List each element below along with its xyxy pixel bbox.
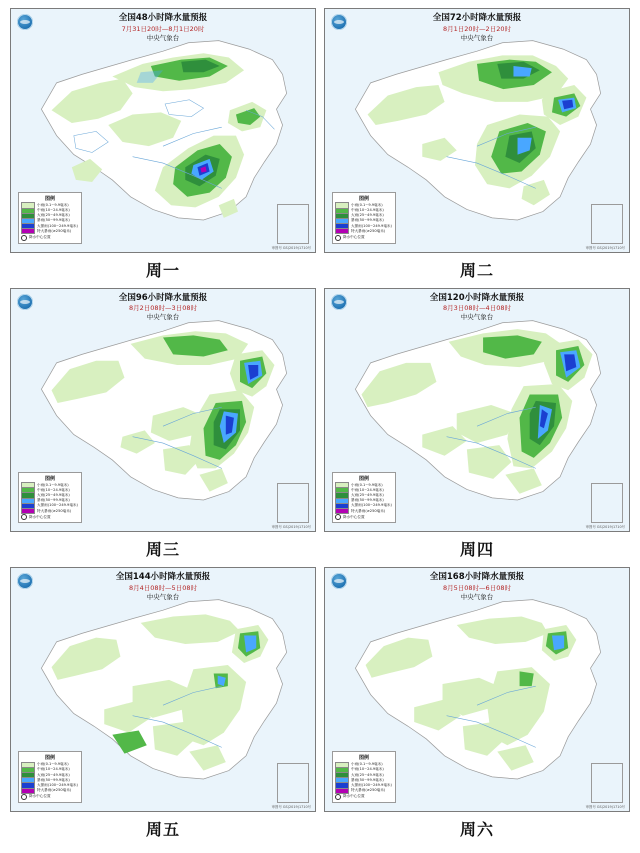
map-title: 全国96小时降水量预报 bbox=[118, 292, 208, 303]
legend-label: 暴雨(50~99.9毫米) bbox=[37, 777, 70, 782]
map-period: 8月1日20时—2日20时 bbox=[443, 24, 511, 33]
legend-label: 大雨(25~49.9毫米) bbox=[351, 492, 384, 497]
legend-swatch bbox=[335, 228, 349, 234]
legend-label: 特大暴雨(≥250毫米) bbox=[37, 788, 72, 793]
south-china-sea-inset bbox=[591, 204, 623, 244]
day-label: 周一 bbox=[145, 260, 180, 280]
legend-swatch bbox=[21, 228, 35, 234]
legend-entry bbox=[21, 788, 79, 793]
south-china-sea-inset bbox=[277, 204, 309, 244]
map-credit: 审图号 GS(2019)1710号 bbox=[271, 525, 311, 530]
legend-note bbox=[21, 514, 79, 520]
map-issuer: 中央气象台 bbox=[146, 313, 180, 322]
legend-label: 大暴雨(100~249.9毫米) bbox=[351, 223, 392, 228]
legend-label: 大暴雨(100~249.9毫米) bbox=[37, 223, 78, 228]
map-period: 8月2日08时—3日08时 bbox=[129, 304, 197, 313]
legend-label: 大暴雨(100~249.9毫米) bbox=[37, 783, 78, 787]
legend-label: 暴雨(50~99.9毫米) bbox=[37, 218, 70, 223]
legend-label: 中雨(10~24.9毫米) bbox=[351, 487, 384, 492]
map-credit: 审图号 GS(2019)1710号 bbox=[585, 804, 625, 809]
forecast-panel bbox=[10, 567, 316, 847]
map-panel-1[interactable] bbox=[10, 8, 316, 253]
cma-logo-icon bbox=[331, 14, 347, 30]
map-issuer: 中央气象台 bbox=[460, 593, 494, 602]
legend-label: 大暴雨(100~249.9毫米) bbox=[351, 783, 392, 787]
legend-box bbox=[18, 472, 82, 524]
rain-center-icon bbox=[335, 794, 341, 800]
legend-label: 大雨(25~49.9毫米) bbox=[351, 772, 384, 777]
legend-label: 中雨(10~24.9毫米) bbox=[351, 208, 384, 213]
south-china-sea-inset bbox=[277, 483, 309, 523]
legend-note bbox=[21, 794, 79, 800]
legend-label: 小雨(0.1~9.9毫米) bbox=[37, 482, 69, 487]
legend-entry bbox=[21, 509, 79, 514]
legend-note bbox=[21, 235, 79, 241]
cma-logo-icon bbox=[17, 294, 33, 310]
legend-entry bbox=[335, 229, 393, 234]
legend-swatch bbox=[21, 508, 35, 514]
legend-note bbox=[335, 794, 393, 800]
legend-swatch bbox=[21, 788, 35, 794]
legend-swatch bbox=[335, 788, 349, 794]
legend-box bbox=[18, 751, 82, 803]
legend-label: 暴雨(50~99.9毫米) bbox=[351, 218, 384, 223]
legend-label: 大雨(25~49.9毫米) bbox=[37, 492, 70, 497]
map-issuer: 中央气象台 bbox=[460, 313, 494, 322]
cma-logo-icon bbox=[331, 294, 347, 310]
south-china-sea-inset bbox=[277, 763, 309, 803]
map-issuer: 中央气象台 bbox=[146, 593, 180, 602]
map-title: 全国168小时降水量预报 bbox=[429, 572, 525, 583]
legend-label: 中雨(10~24.9毫米) bbox=[37, 487, 70, 492]
map-period: 8月4日08时—5日08时 bbox=[129, 583, 197, 592]
legend-box bbox=[332, 472, 396, 524]
legend-note-label: 降水中心位置 bbox=[343, 514, 365, 519]
map-title: 全国144小时降水量预报 bbox=[115, 572, 211, 583]
legend-note-label: 降水中心位置 bbox=[29, 794, 51, 799]
day-label: 周三 bbox=[145, 540, 180, 560]
legend-entry bbox=[335, 509, 393, 514]
legend-label: 大雨(25~49.9毫米) bbox=[351, 213, 384, 218]
legend-swatch bbox=[335, 508, 349, 514]
legend-label: 小雨(0.1~9.9毫米) bbox=[37, 762, 69, 767]
map-panel-4[interactable] bbox=[324, 288, 630, 533]
south-china-sea-inset bbox=[591, 483, 623, 523]
rain-center-icon bbox=[21, 514, 27, 520]
legend-label: 特大暴雨(≥250毫米) bbox=[351, 508, 386, 513]
map-panel-3[interactable] bbox=[10, 288, 316, 533]
legend-title: 图例 bbox=[44, 196, 55, 203]
day-label: 周四 bbox=[459, 540, 494, 560]
map-panel-6[interactable] bbox=[324, 567, 630, 812]
legend-box bbox=[18, 192, 82, 244]
map-credit: 审图号 GS(2019)1710号 bbox=[271, 245, 311, 250]
legend-note bbox=[335, 235, 393, 241]
south-china-sea-inset bbox=[591, 763, 623, 803]
legend-title: 图例 bbox=[358, 196, 369, 203]
map-panel-5[interactable] bbox=[10, 567, 316, 812]
legend-label: 特大暴雨(≥250毫米) bbox=[351, 788, 386, 793]
legend-label: 小雨(0.1~9.9毫米) bbox=[351, 202, 383, 207]
legend-label: 大暴雨(100~249.9毫米) bbox=[351, 503, 392, 508]
legend-label: 暴雨(50~99.9毫米) bbox=[351, 777, 384, 782]
legend-box bbox=[332, 751, 396, 803]
forecast-panel bbox=[10, 8, 316, 288]
legend-label: 大雨(25~49.9毫米) bbox=[37, 213, 70, 218]
legend-label: 小雨(0.1~9.9毫米) bbox=[351, 482, 383, 487]
forecast-panel bbox=[324, 8, 630, 288]
legend-label: 中雨(10~24.9毫米) bbox=[351, 767, 384, 772]
legend-entry bbox=[21, 229, 79, 234]
map-title: 全国120小时降水量预报 bbox=[429, 292, 525, 303]
map-credit: 审图号 GS(2019)1710号 bbox=[585, 525, 625, 530]
map-period: 7月31日20时—8月1日20时 bbox=[121, 24, 205, 33]
day-label: 周五 bbox=[145, 819, 180, 839]
day-label: 周六 bbox=[459, 819, 494, 839]
rain-center-icon bbox=[21, 794, 27, 800]
rain-center-icon bbox=[335, 235, 341, 241]
legend-title: 图例 bbox=[44, 475, 55, 482]
legend-label: 大雨(25~49.9毫米) bbox=[37, 772, 70, 777]
map-period: 8月3日08时—4日08时 bbox=[443, 304, 511, 313]
map-credit: 审图号 GS(2019)1710号 bbox=[271, 804, 311, 809]
cma-logo-icon bbox=[17, 14, 33, 30]
map-credit: 审图号 GS(2019)1710号 bbox=[585, 245, 625, 250]
forecast-panel bbox=[324, 567, 630, 847]
legend-title: 图例 bbox=[358, 475, 369, 482]
map-issuer: 中央气象台 bbox=[146, 33, 180, 42]
map-panel-2[interactable] bbox=[324, 8, 630, 253]
rain-center-icon bbox=[335, 514, 341, 520]
legend-note-label: 降水中心位置 bbox=[343, 235, 365, 240]
legend-label: 特大暴雨(≥250毫米) bbox=[37, 508, 72, 513]
legend-note-label: 降水中心位置 bbox=[29, 235, 51, 240]
legend-label: 中雨(10~24.9毫米) bbox=[37, 767, 70, 772]
legend-entry bbox=[335, 788, 393, 793]
legend-label: 小雨(0.1~9.9毫米) bbox=[351, 762, 383, 767]
legend-label: 特大暴雨(≥250毫米) bbox=[37, 228, 72, 233]
map-period: 8月5日08时—6日08时 bbox=[443, 583, 511, 592]
map-title: 全国72小时降水量预报 bbox=[432, 13, 522, 23]
legend-label: 特大暴雨(≥250毫米) bbox=[351, 228, 386, 233]
rain-center-icon bbox=[21, 235, 27, 241]
day-label: 周二 bbox=[459, 260, 494, 280]
forecast-panel bbox=[10, 288, 316, 568]
legend-label: 小雨(0.1~9.9毫米) bbox=[37, 202, 69, 207]
map-issuer: 中央气象台 bbox=[460, 33, 494, 42]
legend-label: 中雨(10~24.9毫米) bbox=[37, 208, 70, 213]
legend-box bbox=[332, 192, 396, 244]
map-title: 全国48小时降水量预报 bbox=[118, 13, 208, 23]
legend-label: 大暴雨(100~249.9毫米) bbox=[37, 503, 78, 508]
forecast-panel bbox=[324, 288, 630, 568]
legend-title: 图例 bbox=[44, 755, 55, 762]
legend-note-label: 降水中心位置 bbox=[29, 514, 51, 519]
legend-label: 暴雨(50~99.9毫米) bbox=[351, 498, 384, 503]
legend-label: 暴雨(50~99.9毫米) bbox=[37, 498, 70, 503]
legend-title: 图例 bbox=[358, 755, 369, 762]
legend-note bbox=[335, 514, 393, 520]
legend-note-label: 降水中心位置 bbox=[343, 794, 365, 799]
